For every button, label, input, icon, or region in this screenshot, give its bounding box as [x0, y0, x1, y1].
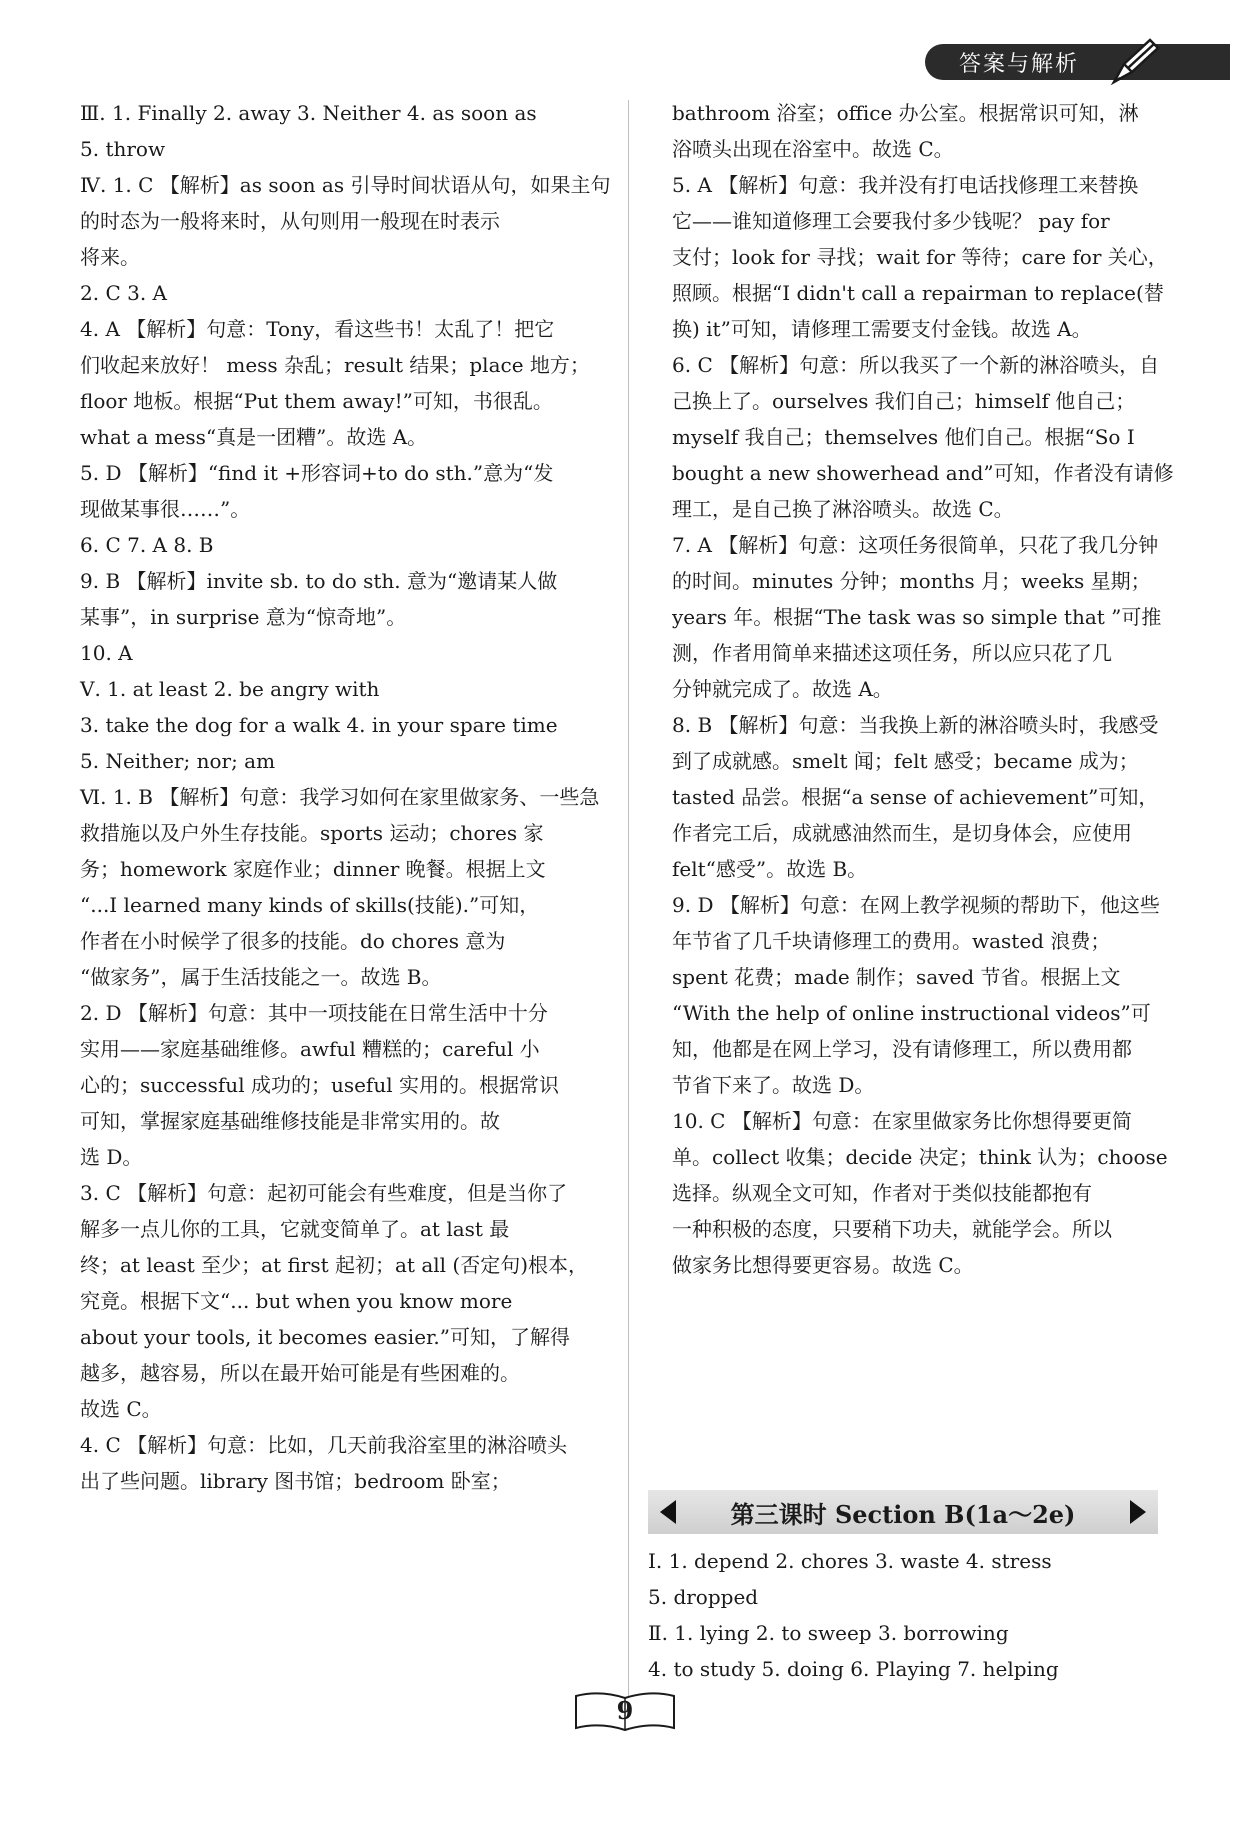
- text-line: 理工，是自己换了淋浴喷头。故选 C。: [672, 497, 1014, 521]
- text-line: 它——谁知道修理工会要我付多少钱呢？ pay for: [672, 209, 1110, 233]
- text-line: 10. C 【解析】句意：在家里做家务比你想得要更简: [672, 1109, 1132, 1133]
- text-line: 5. throw: [80, 137, 166, 161]
- text-line: 7. A 【解析】句意：这项任务很简单，只花了我几分钟: [672, 533, 1159, 557]
- text-line: 节省下来了。故选 D。: [672, 1073, 875, 1097]
- header-tab: [925, 44, 1230, 80]
- text-line: 选 D。: [80, 1145, 143, 1169]
- text-line: “做家务”，属于生活技能之一。故选 B。: [80, 965, 442, 989]
- text-line: 己换上了。ourselves 我们自己；himself 他自己；: [672, 389, 1136, 413]
- text-line: about your tools, it becomes easier.”可知，了解得: [80, 1325, 570, 1349]
- text-line: “With the help of online instructional videos”可: [672, 1001, 1151, 1025]
- text-line: 测，作者用简单来描述这项任务，所以应只花了几: [672, 641, 1112, 665]
- text-line: what a mess“真是一团糟”。故选 A。: [80, 425, 428, 449]
- header-title: 答案与解析: [959, 51, 1080, 77]
- text-line: 做家务比想得要更容易。故选 C。: [672, 1253, 974, 1277]
- text-line: 4. C 【解析】句意：比如，几天前我浴室里的淋浴喷头: [80, 1433, 568, 1457]
- text-line: 解多一点儿你的工具，它就变简单了。at last 最: [80, 1217, 510, 1241]
- text-line: 作者在小时候学了很多的技能。do chores 意为: [80, 929, 506, 953]
- text-line: “...I learned many kinds of skills(技能).”可知，: [80, 893, 540, 917]
- text-line: Ⅱ. 1. lying 2. to sweep 3. borrowing: [648, 1621, 1009, 1645]
- text-line: 10. A: [80, 641, 133, 665]
- text-line: 救措施以及户外生存技能。sports 运动；chores 家: [80, 821, 544, 845]
- page-number-badge: [572, 1688, 678, 1732]
- section-banner: [648, 1490, 1158, 1534]
- page-number: 9: [616, 1695, 634, 1725]
- text-line: 单。collect 收集；decide 决定；think 认为；choose: [672, 1145, 1168, 1169]
- text-line: 一种积极的态度，只要稍下功夫，就能学会。所以: [672, 1217, 1112, 1241]
- text-line: 心的；successful 成功的；useful 实用的。根据常识: [80, 1073, 559, 1097]
- text-line: 6. C 【解析】句意：所以我买了一个新的淋浴喷头，自: [672, 353, 1160, 377]
- text-line: Ⅲ. 1. Finally 2. away 3. Neither 4. as soon as: [80, 101, 537, 125]
- text-line: Ⅵ. 1. B 【解析】句意：我学习如何在家里做家务、一些急: [80, 785, 600, 809]
- text-line: 知，他都是在网上学习，没有请修理工，所以费用都: [672, 1037, 1132, 1061]
- text-line: years 年。根据“The task was so simple that ”可推: [672, 605, 1162, 629]
- text-line: 照顾。根据“I didn't call a repairman to replace(替: [672, 281, 1164, 305]
- section-title: 第三课时 Section B(1a～2e): [730, 1499, 1076, 1529]
- text-line: tasted 品尝。根据“a sense of achievement”可知，: [672, 785, 1159, 809]
- text-line: 9. B 【解析】invite sb. to do sth. 意为“邀请某人做: [80, 569, 558, 593]
- text-line: Ⅴ. 1. at least 2. be angry with: [80, 677, 380, 701]
- text-line: 作者完工后，成就感油然而生，是切身体会，应使用: [672, 821, 1132, 845]
- text-line: 年节省了几千块请修理工的费用。wasted 浪费；: [672, 929, 1111, 953]
- text-line: 到了成就感。smelt 闻；felt 感受；became 成为；: [672, 749, 1139, 773]
- text-line: 分钟就完成了。故选 A。: [672, 677, 893, 701]
- text-line: 选择。纵观全文可知，作者对于类似技能都抱有: [672, 1181, 1092, 1205]
- text-line: 6. C 7. A 8. B: [80, 533, 214, 557]
- pencil-icon: [1104, 34, 1164, 90]
- text-line: 4. A 【解析】句意：Tony，看这些书！太乱了！把它: [80, 317, 555, 341]
- text-line: 2. D 【解析】句意：其中一项技能在日常生活中十分: [80, 1001, 548, 1025]
- text-line: 某事”，in surprise 意为“惊奇地”。: [80, 605, 407, 629]
- text-line: 究竟。根据下文“... but when you know more: [80, 1289, 513, 1313]
- text-line: bathroom 浴室；office 办公室。根据常识可知，淋: [672, 101, 1139, 125]
- arrow-right-icon: [1130, 1500, 1146, 1524]
- text-line: 3. C 【解析】句意：起初可能会有些难度，但是当你了: [80, 1181, 568, 1205]
- text-line: 们收起来放好！ mess 杂乱；result 结果；place 地方；: [80, 353, 590, 377]
- text-line: 越多，越容易，所以在最开始可能是有些困难的。: [80, 1361, 520, 1385]
- text-line: Ⅳ. 1. C 【解析】as soon as 引导时间状语从句，如果主句: [80, 173, 611, 197]
- text-line: 实用——家庭基础维修。awful 糟糕的；careful 小: [80, 1037, 540, 1061]
- text-line: spent 花费；made 制作；saved 节省。根据上文: [672, 965, 1121, 989]
- text-line: myself 我自己；themselves 他们自己。根据“So I: [672, 425, 1135, 449]
- text-line: Ⅰ. 1. depend 2. chores 3. waste 4. stress: [648, 1549, 1052, 1573]
- text-line: 务；homework 家庭作业；dinner 晚餐。根据上文: [80, 857, 546, 881]
- text-line: 5. A 【解析】句意：我并没有打电话找修理工来替换: [672, 173, 1139, 197]
- arrow-left-icon: [660, 1500, 676, 1524]
- text-line: bought a new showerhead and”可知，作者没有请修: [672, 461, 1174, 485]
- text-line: 3. take the dog for a walk 4. in your spare time: [80, 713, 558, 737]
- text-line: 可知，掌握家庭基础维修技能是非常实用的。故: [80, 1109, 500, 1133]
- text-line: 换) it”可知，请修理工需要支付金钱。故选 A。: [672, 317, 1092, 341]
- text-line: 8. B 【解析】句意：当我换上新的淋浴喷头时，我感受: [672, 713, 1159, 737]
- text-line: felt“感受”。故选 B。: [672, 857, 868, 881]
- text-line: 现做某事很……”。: [80, 497, 251, 521]
- text-line: 5. D 【解析】“find it +形容词+to do sth.”意为“发: [80, 461, 554, 485]
- text-line: 故选 C。: [80, 1397, 162, 1421]
- text-line: 浴喷头出现在浴室中。故选 C。: [672, 137, 954, 161]
- text-line: 2. C 3. A: [80, 281, 167, 305]
- text-line: 5. Neither; nor; am: [80, 749, 276, 773]
- text-line: 终；at least 至少；at first 起初；at all (否定句)根本，: [80, 1253, 589, 1277]
- text-line: 4. to study 5. doing 6. Playing 7. helping: [648, 1657, 1059, 1681]
- text-line: 的时间。minutes 分钟；months 月；weeks 星期；: [672, 569, 1151, 593]
- column-divider: [628, 100, 629, 1700]
- text-line: 的时态为一般将来时，从句则用一般现在时表示: [80, 209, 500, 233]
- text-line: 9. D 【解析】句意：在网上教学视频的帮助下，他这些: [672, 893, 1160, 917]
- text-line: floor 地板。根据“Put them away!”可知，书很乱。: [80, 389, 553, 413]
- text-line: 出了些问题。library 图书馆；bedroom 卧室；: [80, 1469, 511, 1493]
- text-line: 将来。: [80, 245, 140, 269]
- text-line: 5. dropped: [648, 1585, 759, 1609]
- text-line: 支付；look for 寻找；wait for 等待；care for 关心，: [672, 245, 1168, 269]
